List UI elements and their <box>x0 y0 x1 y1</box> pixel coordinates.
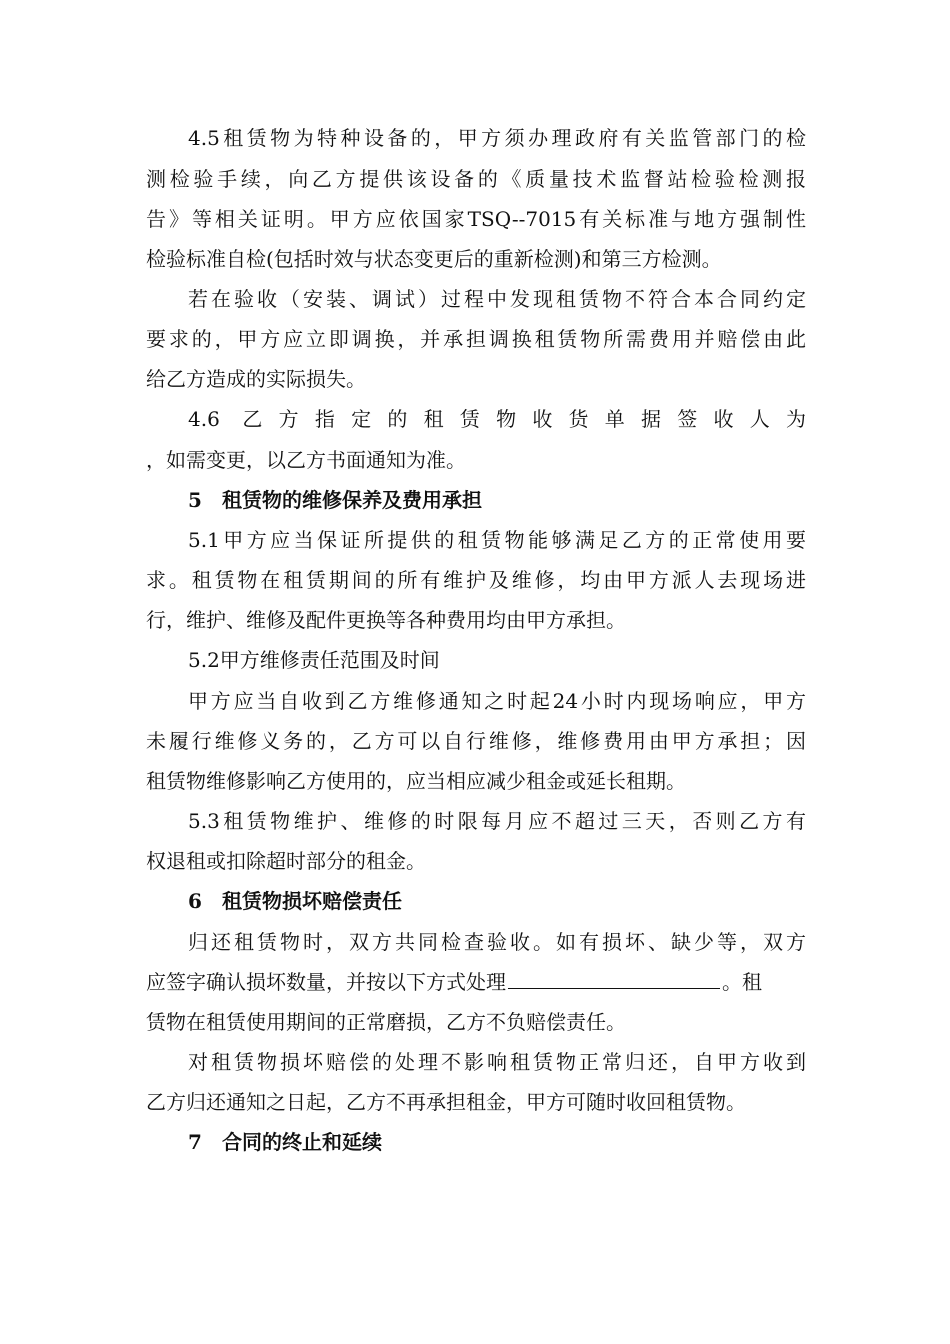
clause-4-5-line-2: 测检验手续，向乙方提供该设备的《质量技术监督站检验检测报 <box>146 167 806 191</box>
section-5-title: 租赁物的维修保养及费用承担 <box>222 488 482 512</box>
clause-5-2-line-2: 未履行维修义务的，乙方可以自行维修，维修费用由甲方承担；因 <box>146 729 806 753</box>
section-6-line-1: 归还租赁物时，双方共同检查验收。如有损坏、缺少等，双方 <box>188 930 806 954</box>
clause-5-3-line-1: 5.3租赁物维护、维修的时限每月应不超过三天，否则乙方有 <box>188 809 806 833</box>
damage-handling-line-1: 对租赁物损坏赔偿的处理不影响租赁物正常归还，自甲方收到 <box>188 1050 806 1074</box>
section-6-line-2-text: 应签字确认损坏数量，并按以下方式处理 <box>146 970 506 994</box>
section-6-title: 租赁物损坏赔偿责任 <box>222 889 402 913</box>
clause-5-1-line-2: 求。租赁物在租赁期间的所有维护及维修，均由甲方派人去现场进 <box>146 568 806 592</box>
clause-5-2-title: 5.2甲方维修责任范围及时间 <box>188 648 440 672</box>
section-6-number: 6 <box>188 889 202 913</box>
section-5-heading <box>188 488 806 512</box>
clause-5-1-line-3: 行，维护、维修及配件更换等各种费用均由甲方承担。 <box>146 608 626 632</box>
clause-5-1-line-1: 5.1甲方应当保证所提供的租赁物能够满足乙方的正常使用要 <box>188 528 806 552</box>
handling-method-blank <box>508 970 720 989</box>
acceptance-paragraph-line-3: 给乙方造成的实际损失。 <box>146 367 366 391</box>
section-7-heading <box>188 1130 806 1154</box>
section-6-line-2 <box>146 970 806 994</box>
clause-4-5-line-4: 检验标准自检(包括时效与状态变更后的重新检测)和第三方检测。 <box>146 247 722 271</box>
clause-4-6-line-2: ，如需变更，以乙方书面通知为准。 <box>146 448 466 472</box>
section-6-heading <box>188 889 806 913</box>
acceptance-paragraph-line-1: 若在验收（安装、调试）过程中发现租赁物不符合本合同约定 <box>188 287 806 311</box>
section-7-title: 合同的终止和延续 <box>222 1130 382 1154</box>
clause-5-2-line-1: 甲方应当自收到乙方维修通知之时起24小时内现场响应，甲方 <box>188 689 806 713</box>
clause-4-6-line-1: 4.6 乙方指定的租赁物收货单据签收人为 <box>188 407 806 431</box>
clause-4-5-line-3: 告》等相关证明。甲方应依国家TSQ--7015有关标准与地方强制性 <box>146 207 806 231</box>
section-6-line-3: 赁物在租赁使用期间的正常磨损，乙方不负赔偿责任。 <box>146 1010 626 1034</box>
section-5-number: 5 <box>188 488 202 512</box>
clause-5-3-line-2: 权退租或扣除超时部分的租金。 <box>146 849 426 873</box>
damage-handling-line-2: 乙方归还通知之日起，乙方不再承担租金，甲方可随时收回租赁物。 <box>146 1090 746 1114</box>
acceptance-paragraph-line-2: 要求的，甲方应立即调换，并承担调换租赁物所需费用并赔偿由此 <box>146 327 806 351</box>
clause-5-2-line-3: 租赁物维修影响乙方使用的，应当相应减少租金或延长租期。 <box>146 769 686 793</box>
section-6-line-2-tail: 。租 <box>722 970 762 994</box>
section-7-number: 7 <box>188 1130 202 1154</box>
clause-4-5-line-1: 4.5租赁物为特种设备的，甲方须办理政府有关监管部门的检 <box>188 126 806 150</box>
